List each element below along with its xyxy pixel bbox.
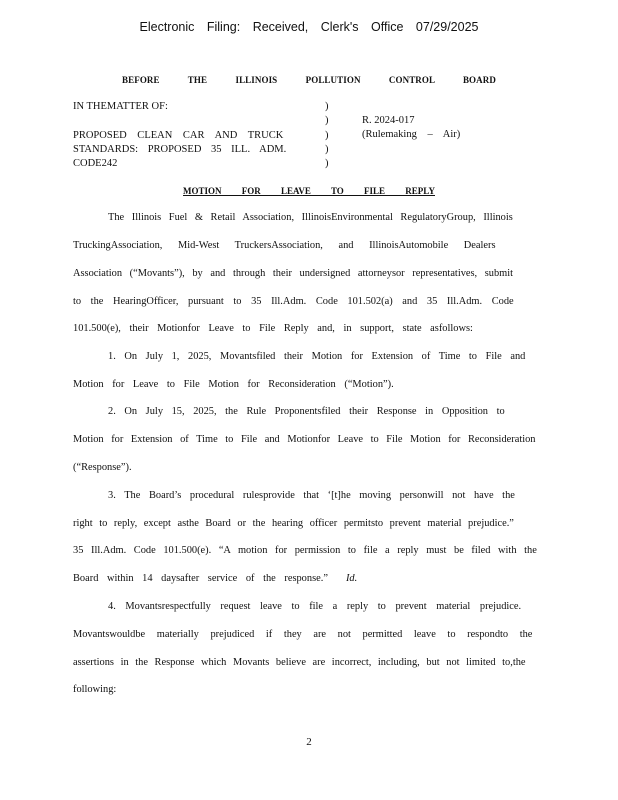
body-line-text: 3. The Board’s procedural rulesprovide that ‘[t]he moving personwill not have the [108,490,515,501]
caption-left-line: PROPOSED CLEAN CAR AND TRUCK [73,129,284,141]
body-line [108,212,530,223]
caption-left-line: IN THEMATTER OF: [73,101,168,112]
board-title: BEFORE THE ILLINOIS POLLUTION CONTROL BOARD [122,75,496,85]
motion-title: MOTION FOR LEAVE TO FILE REPLY [183,186,435,196]
caption-left [73,100,286,171]
body-line-text: to the HearingOfficer, pursuant to 35 Ill.Adm. Code 101.502(a) and 35 Ill.Adm. Code [73,296,514,307]
body-line-text: Motion for Extension of Time to File and Motionfor Leave to File Motion for Reconsideration [73,434,536,445]
body-line [73,240,530,251]
body-line [73,379,530,390]
caption-right [362,114,460,143]
body-line [73,657,530,668]
body-line [108,490,530,501]
caption-paren: ) [325,101,329,112]
body-line-text: assertions in the Response which Movants believe are incorrect, including, but not limited to,the [73,657,526,668]
citation-id: Id. [345,573,358,584]
caption-left-line [73,114,286,128]
caption-paren: ) [325,158,329,170]
body-line [108,406,530,417]
body-line [73,296,530,307]
body-line-text: Motion for Leave to File Motion for Reconsideration (“Motion”). [73,379,394,390]
caption-paren: ) [325,143,329,155]
body-line [73,684,530,695]
body-line-text: 1. On July 1, 2025, Movantsfiled their Motion for Extension of Time to File and [108,351,526,362]
proceeding-type: (Rulemaking – Air) [362,129,461,141]
caption-paren: ) [325,129,329,141]
body-line-text: right to reply, except asthe Board or the hearing officer permitsto prevent material prejudice.” [73,518,514,529]
body-line-text: 101.500(e), their Motionfor Leave to File Reply and, in support, state asfollows: [73,323,473,334]
caption-paren: ) [325,115,329,127]
body-line-text: Association (“Movants”), by and through their undersigned attorneysor representatives, submit [73,268,514,279]
body-line-text: 35 Ill.Adm. Code 101.500(e). “A motion for permission to file a reply must be filed with the [73,545,537,556]
page-number: 2 [306,736,312,748]
body-line-text: The Illinois Fuel & Retail Association, IllinoisEnvironmental RegulatoryGroup, Illinois [108,212,513,223]
body-line-text: Board within 14 daysafter service of the response.” [73,573,328,584]
body-line [73,545,537,556]
body-line-text: TruckingAssociation, Mid-West TruckersAssociation, and IllinoisAutomobile Dealers [73,240,496,251]
body-line-text: (“Response”). [73,462,132,473]
body-line-text: Movantswouldbe materially prejudiced if they are not permitted leave to respondto the [73,629,533,640]
body-line [73,323,530,334]
body-line-text: following: [73,684,117,695]
caption-left-line: CODE242 [73,158,118,170]
body-line [73,518,530,529]
body-line [73,268,530,279]
body-line [73,573,530,584]
body-line-text: 2. On July 15, 2025, the Rule Proponentsfiled their Response in Opposition to [108,406,505,417]
caption-parens [325,100,329,171]
caption-left-line: STANDARDS: PROPOSED 35 ILL. ADM. [73,143,287,155]
body-line-text: 4. Movantsrespectfully request leave to file a reply to prevent material prejudice. [108,601,522,612]
efiling-header: Electronic Filing: Received, Clerk's Office 07/29/2025 [139,20,479,34]
body-line [73,462,530,473]
body-line [73,629,533,640]
docket-number: R. 2024-017 [362,115,415,126]
body-line [108,351,530,362]
body-line [73,434,536,445]
body-line [108,601,530,612]
